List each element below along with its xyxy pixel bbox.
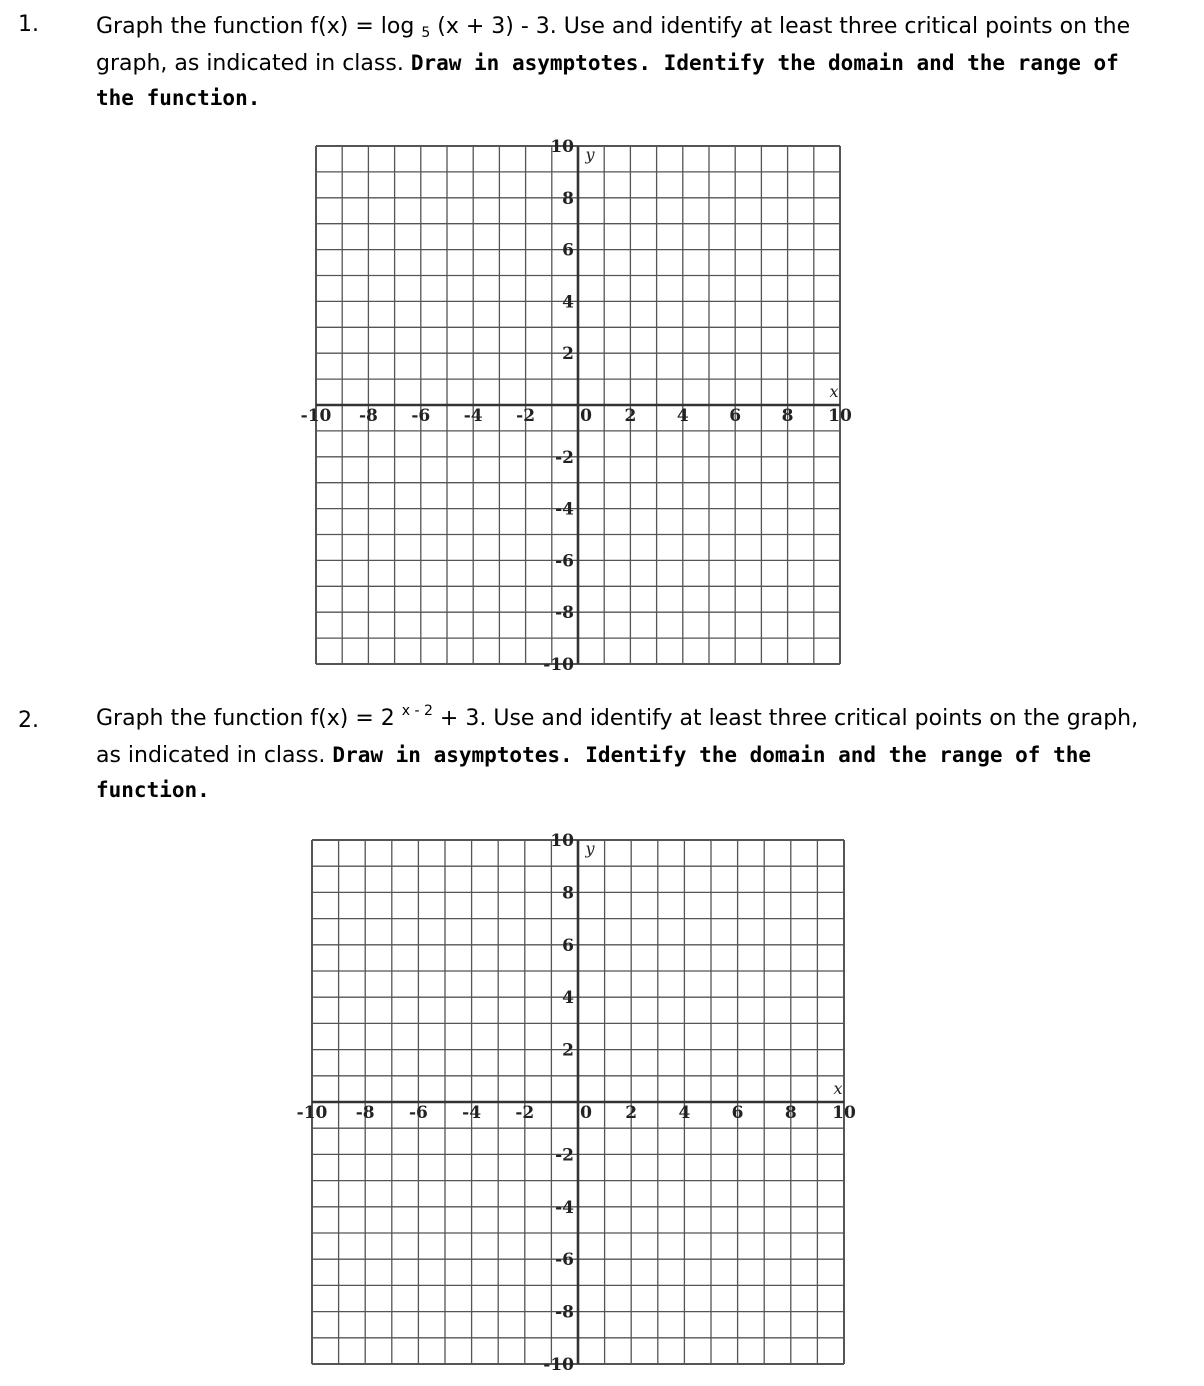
y-tick-label: -8 — [555, 1302, 574, 1323]
x-tick-label: 2 — [625, 1103, 638, 1123]
y-tick-label: 6 — [562, 240, 574, 261]
y-axis-label: y — [585, 839, 595, 858]
problem-1-log-base: 5 — [421, 25, 431, 41]
y-tick-label: 8 — [562, 188, 574, 209]
y-tick-label: -6 — [555, 551, 574, 572]
x-tick-label: -8 — [358, 406, 378, 426]
y-tick-label: 2 — [562, 1040, 574, 1061]
x-tick-label: 10 — [828, 406, 852, 426]
problem-1-number: 1. — [18, 12, 39, 37]
x-tick-label: 0 — [580, 1103, 592, 1123]
x-axis-label: x — [833, 1079, 843, 1098]
y-tick-label: 6 — [562, 935, 574, 956]
y-tick-label: -6 — [555, 1250, 574, 1271]
x-tick-label: -10 — [300, 406, 332, 426]
y-tick-label: -2 — [555, 1145, 574, 1166]
x-tick-label: 6 — [731, 1103, 744, 1123]
problem-2-text — [96, 702, 1146, 808]
x-tick-label: -8 — [355, 1103, 375, 1123]
x-tick-label: 8 — [781, 406, 794, 426]
y-tick-label: -8 — [555, 603, 574, 624]
x-tick-label: 8 — [784, 1103, 797, 1123]
x-tick-label: 10 — [832, 1103, 856, 1123]
y-tick-label: -2 — [555, 447, 574, 468]
x-tick-label: -4 — [462, 1103, 482, 1123]
problem-1-after: (x + 3) - 3. Use and identify at least three critical points on the graph, as indicated in class. — [96, 14, 1131, 76]
x-tick-label: 0 — [580, 406, 592, 426]
y-tick-label: -4 — [555, 1197, 574, 1218]
problem-1-text — [96, 10, 1146, 116]
x-tick-label: -6 — [411, 406, 431, 426]
problem-1-lead: Graph the function f(x) = log — [96, 14, 422, 39]
y-tick-label: 10 — [550, 137, 574, 157]
y-tick-label: 4 — [562, 292, 574, 313]
y-tick-label: -10 — [543, 655, 574, 675]
problem-2-lead: Graph the function f(x) = 2 — [96, 706, 402, 731]
x-axis-label: x — [829, 382, 839, 401]
x-tick-label: 4 — [678, 1103, 691, 1123]
coordinate-grid-1 — [300, 137, 852, 675]
x-tick-label: -4 — [463, 406, 483, 426]
y-axis-label: y — [585, 145, 595, 164]
x-tick-label: 4 — [676, 406, 689, 426]
y-tick-label: -4 — [555, 499, 574, 520]
problem-2-exponent: x - 2 — [401, 703, 433, 719]
y-tick-label: -10 — [543, 1355, 574, 1375]
problem-2-number: 2. — [18, 708, 39, 733]
x-tick-label: -6 — [408, 1103, 428, 1123]
y-tick-label: 10 — [550, 831, 574, 851]
y-tick-label: 8 — [562, 883, 574, 904]
x-tick-label: -2 — [516, 406, 536, 426]
y-tick-label: 2 — [562, 344, 574, 365]
x-tick-label: -2 — [515, 1103, 535, 1123]
x-tick-label: -10 — [296, 1103, 328, 1123]
problem-2-instructions: Draw in asymptotes. Identify the domain and the range of the function. — [96, 743, 1092, 802]
y-tick-label: 4 — [562, 988, 574, 1009]
graph-1 — [300, 137, 852, 675]
graph-2 — [296, 831, 856, 1375]
x-tick-label: 6 — [729, 406, 742, 426]
x-tick-label: 2 — [624, 406, 637, 426]
coordinate-grid-2 — [296, 831, 856, 1375]
problem-2-after: + 3. Use and identify at least three critical points on the graph, as indicated in class. — [96, 706, 1139, 768]
problem-1-instructions: Draw in asymptotes. Identify the domain and the range of the function. — [96, 51, 1119, 110]
